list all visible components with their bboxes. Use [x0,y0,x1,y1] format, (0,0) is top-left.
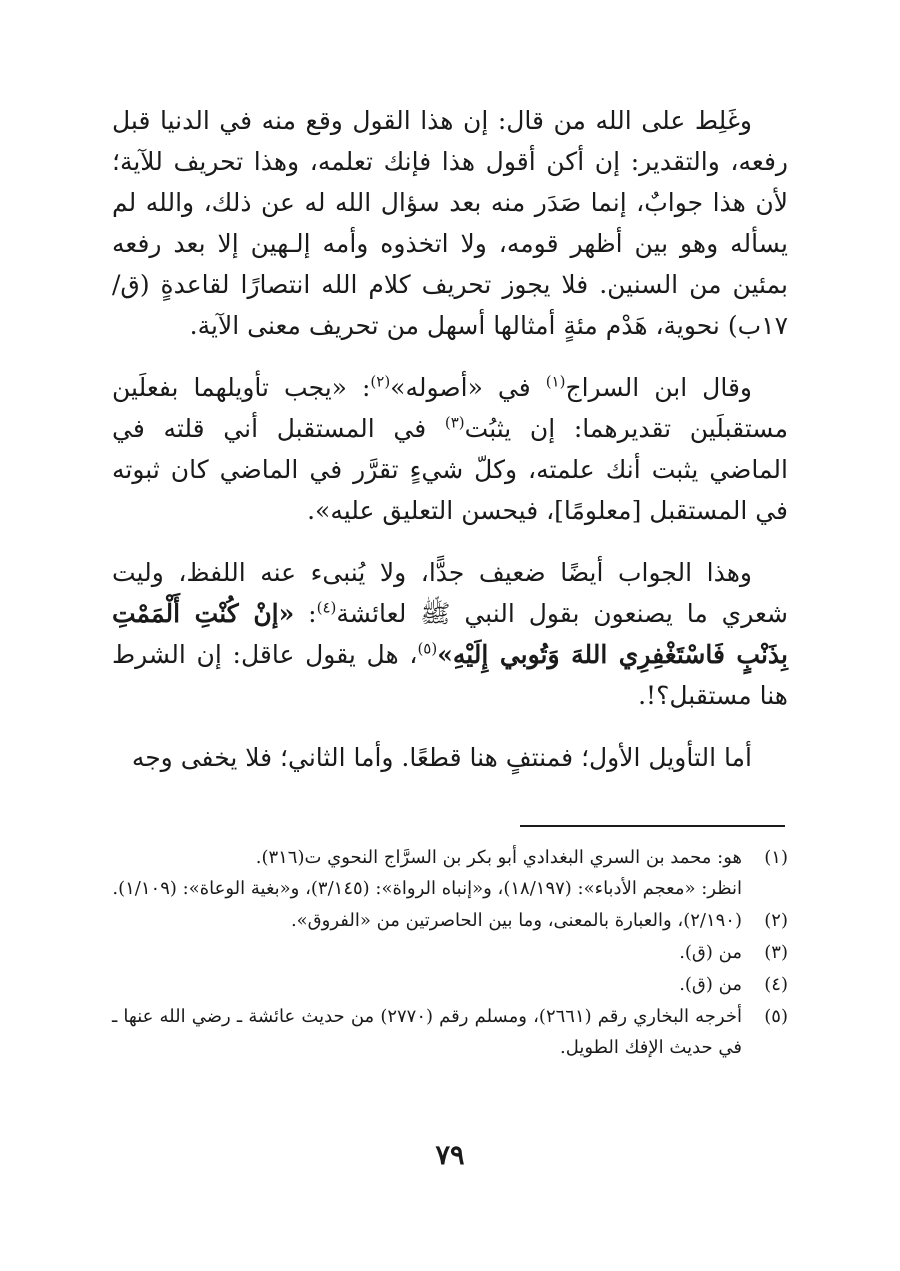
footnote-extra: انظر: «معجم الأدباء»: (١٨/١٩٧)، و«إنباه الرواة»: (٣/١٤٥)، و«بغية الوعاة»: (١/١٠٩). [112,878,742,899]
footnote-text: من (ق). [679,974,742,995]
footnote-5 [112,1001,788,1063]
paragraph-3 [112,552,788,716]
paragraph-2 [112,367,788,531]
text-run: وهذا الجواب أيضًا ضعيف جدًّا، ولا يُنبىء عنه اللفظ، وليت شعري ما يصنعون بقول النبي ﷺ لعائشة [112,558,788,628]
footnote-1 [112,842,788,904]
text-run: في المستقبل أني قلته في الماضي يثبت أنك علمته، وكلّ شيءٍ تقرَّر في الماضي كان ثبوته في المستقبل [معلومًا]، فيحسن التعليق عليه». [112,414,788,525]
footnote-number: (٤) [764,974,788,995]
footnote-ref: (١) [545,372,566,391]
footnote-ref: (٤) [316,598,337,617]
paragraph-1 [112,100,788,346]
footnote-3 [112,937,788,968]
text-run: : [294,599,317,628]
footnote-text: هو: محمد بن السري البغدادي أبو بكر بن السرَّاج النحوي ت(٣١٦). [255,847,742,868]
text-run: ، هل يقول عاقل: إن الشرط هنا مستقبل؟!. [112,640,788,710]
footnote-number: (٣) [764,942,788,963]
text-run: : «يجب تأويلهما بفعلَين مستقبلَين تقديرهما: إن يثبُت [112,373,788,443]
hadith-quote: «إنْ كُنْتِ أَلْمَمْتِ بِذَنْبٍ فَاسْتَغْفِرِي اللهَ وَتُوبي إِلَيْهِ» [112,599,788,669]
main-text [112,100,788,799]
footnote-number: (٥) [764,1006,788,1027]
footnote-number: (٢) [764,910,788,931]
footnote-ref: (٢) [370,372,391,391]
text-run: وغَلِط على الله من قال: إن هذا القول وقع منه في الدنيا قبل رفعه، والتقدير: إن أكن أقول هذا فإنك تعلمه، وهذا تحريف للآية؛ لأن هذا جوابٌ، إنما صَدَر منه بعد سؤال الله له عن ذلك، والله لم يسأله وهو بين أظهر قومه، ولا اتخذوه وأمه إلـهين إلا بعد رفعه بمئين من السنين. فلا يجوز تحريف كلام الله انتصارًا لقاعدةٍ (ق/١٧ب) نحوية، هَدْم مئةٍ أمثالها أسهل من تحريف معنى الآية. [112,106,788,340]
footnote-text: أخرجه البخاري رقم (٢٦٦١)، ومسلم رقم (٢٧٧٠) من حديث عائشة ـ رضي الله عنها ـ في حديث الإفك الطويل. [112,1006,742,1058]
footnote-ref: (٣) [444,413,465,432]
footnote-2 [112,905,788,936]
footnote-text: من (ق). [679,942,742,963]
text-run: أما التأويل الأول؛ فمنتفٍ هنا قطعًا. وأما الثاني؛ فلا يخفى وجه [131,743,752,772]
page-number: ٧٩ [435,1140,465,1171]
footnote-divider [520,825,785,827]
footnote-text: (٢/١٩٠)، والعبارة بالمعنى، وما بين الحاصرتين من «الفروق». [290,910,742,931]
footnote-ref: (٥) [417,639,438,658]
text-run: وقال ابن السراج [565,373,752,402]
footnote-number: (١) [764,847,788,868]
text-run: في «أصوله» [390,373,546,402]
footnotes [112,842,788,1064]
footnote-4 [112,969,788,1000]
paragraph-4 [112,737,788,778]
